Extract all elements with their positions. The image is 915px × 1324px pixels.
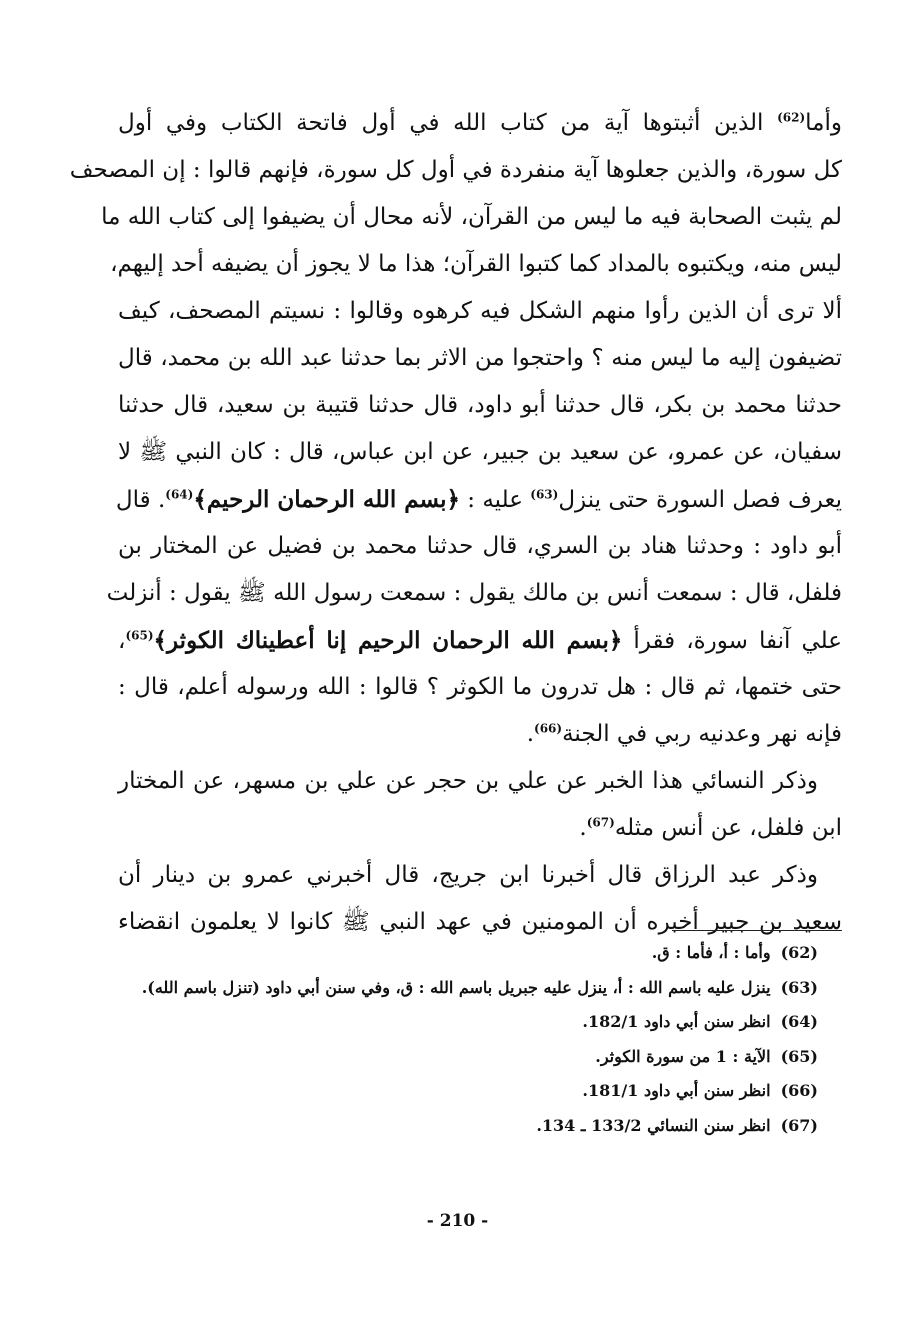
footnote-number: (67)	[780, 1115, 818, 1135]
text-line: كل سورة، والذين جعلوها آية منفردة في أول كل سورة، فإنهم قالوا : إن المصحف	[69, 157, 842, 183]
quran-quote: ﴿بسم الله الرحمان الرحيم إنا أعطيناك الكوثر﴾	[153, 627, 623, 654]
footnote-text: انظر سنن أبي داود 182/1.	[582, 1012, 771, 1031]
text-line: ليس منه، ويكتبوه بالمداد كما كتبوا القرآن؛ هذا ما لا يجوز أن يضيفه أحد إليهم،	[110, 251, 842, 277]
footnote-number: (66)	[780, 1081, 818, 1100]
footnote-text: انظر سنن النسائي 133/2 ـ 134.	[536, 1115, 771, 1135]
footnote-number: (62)	[780, 943, 818, 962]
footnote-text: وأما : أ، فأما : ق.	[651, 943, 771, 962]
footnote-text: انظر سنن أبي داود 181/1.	[582, 1081, 771, 1100]
text-line: حدثنا محمد بن بكر، قال حدثنا أبو داود، قال حدثنا قتيبة بن سعيد، قال حدثنا	[118, 392, 842, 418]
footnote-ref: (66)	[534, 721, 563, 736]
text-line: يعرف فصل السورة حتى ينزل$^{(63)}$ عليه : ﴿بسم الله الرحمان الرحيم﴾$^{(64)}$. قال	[115, 486, 842, 513]
text-line: أبو داود : وحدثنا هناد بن السري، قال حدثنا محمد بن فضيل عن المختار بن	[118, 533, 842, 559]
footnote-ref: (62)	[777, 110, 806, 125]
text-line: فإنه نهر وعدنيه ربي في الجنة$^{(66)}$.	[526, 721, 842, 747]
footnote-ref: (63)	[530, 487, 559, 502]
page-number: - 210 -	[426, 1211, 489, 1231]
footnote-ref: (64)	[165, 487, 194, 502]
text-line: لم يثبت الصحابة فيه ما ليس من القرآن، لأنه محال أن يضيفوا إلى كتاب الله ما	[101, 204, 842, 230]
footnote	[118, 936, 818, 971]
footnotes	[118, 936, 818, 1143]
footnote-ref: (67)	[586, 815, 615, 830]
footnote-number: (63)	[780, 977, 818, 997]
footnote-text: ينزل عليه باسم الله : أ، ينزل عليه جبريل باسم الله : ق، وفي سنن أبي داود (تنزل باسم الله).	[141, 977, 771, 997]
text-line: فلفل، قال : سمعت أنس بن مالك يقول : سمعت رسول الله ﷺ يقول : أنزلت	[106, 580, 842, 606]
text-line: وأما$^{(62)}$ الذين أثبتوها آية من كتاب الله في أول فاتحة الكتاب وفي أول	[118, 110, 842, 136]
footnote	[118, 1040, 818, 1075]
footnote	[118, 1074, 818, 1109]
text-line: تضيفون إليه ما ليس منه ؟ واحتجوا من الاثر بما حدثنا عبد الله بن محمد، قال	[118, 345, 842, 371]
main-text	[69, 100, 842, 946]
text-line: علي آنفا سورة، فقرأ ﴿بسم الله الرحمان الرحيم إنا أعطيناك الكوثر﴾$^{(65)}$،	[118, 627, 842, 654]
footnote-ref: (65)	[125, 628, 154, 643]
quran-quote: ﴿بسم الله الرحمان الرحيم﴾	[193, 486, 460, 513]
text-line: ابن فلفل، عن أنس مثله$^{(67)}$.	[579, 815, 842, 841]
footnote	[118, 971, 818, 1006]
footnote	[118, 1109, 818, 1144]
footnote	[118, 1005, 818, 1040]
text-line: سفيان، عن عمرو، عن سعيد بن جبير، عن ابن عباس، قال : كان النبي ﷺ لا	[118, 439, 842, 465]
footnote-number: (64)	[780, 1012, 818, 1031]
text-line: سعيد بن جبير أخبره أن المومنين في عهد النبي ﷺ كانوا لا يعلمون انقضاء	[118, 909, 842, 935]
footnote-divider	[672, 930, 842, 931]
text-line: وذكر عبد الرزاق قال أخبرنا ابن جريج، قال أخبرني عمرو بن دينار أن	[118, 862, 818, 888]
text-line: ألا ترى أن الذين رأوا منهم الشكل فيه كرهوه وقالوا : نسيتم المصحف، كيف	[118, 298, 842, 324]
text-line: وذكر النسائي هذا الخبر عن علي بن حجر عن علي بن مسهر، عن المختار	[118, 768, 818, 794]
footnote-number: (65)	[780, 1046, 818, 1066]
footnote-text: الآية : 1 من سورة الكوثر.	[595, 1046, 771, 1066]
text-line: حتى ختمها، ثم قال : هل تدرون ما الكوثر ؟ قالوا : الله ورسوله أعلم، قال :	[118, 674, 842, 700]
